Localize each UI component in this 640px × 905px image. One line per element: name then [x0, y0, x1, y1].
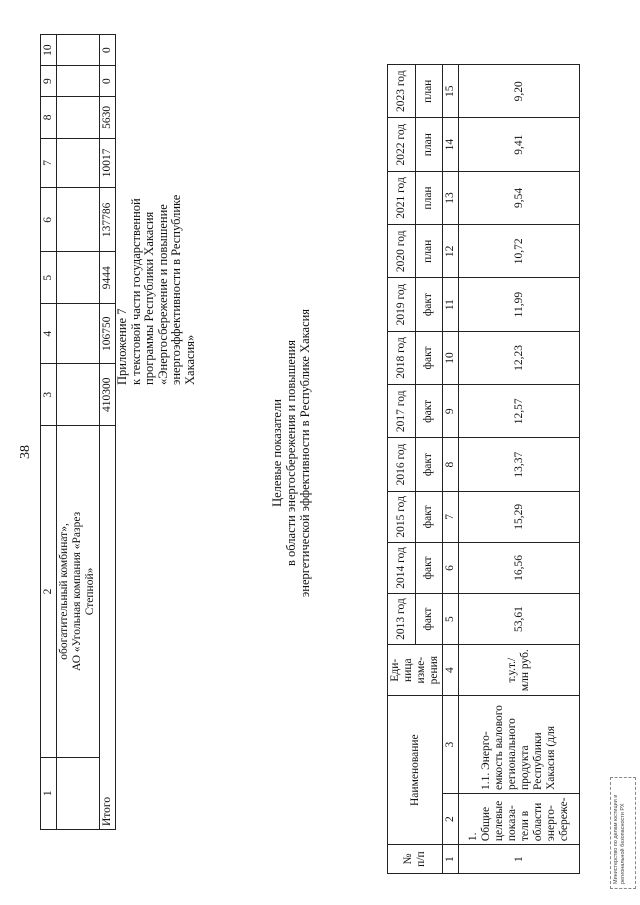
- empty-cell: [57, 138, 100, 188]
- title-line: Целевые показатели: [270, 399, 284, 507]
- year-header: 2023 год: [388, 65, 416, 118]
- header-cell: 5: [41, 252, 57, 304]
- year-header: 2015 год: [388, 491, 416, 542]
- value-cell: 9,41: [459, 118, 580, 171]
- column-number: 10: [443, 331, 459, 384]
- total-value: 10017: [100, 138, 116, 188]
- total-row: [100, 35, 116, 830]
- year-header: 2018 год: [388, 331, 416, 384]
- year-header: 2020 год: [388, 225, 416, 278]
- title-line: в области энергосбережения и повышения: [284, 339, 298, 567]
- status-header: план: [415, 171, 443, 224]
- header-cell: 1: [41, 757, 57, 829]
- indicator-name: 1.1. Энерго-емкость валового регионального продукта Республики Хакасия (для: [459, 696, 580, 794]
- company-name-line: АО «Угольная компания «Разрез: [71, 511, 83, 671]
- column-number: 1: [443, 845, 459, 874]
- total-value: 410300: [100, 364, 116, 426]
- status-header: факт: [415, 594, 443, 645]
- appendix-line: к текстовой части государственной: [128, 198, 143, 385]
- column-number: 12: [443, 225, 459, 278]
- empty-cell: [57, 35, 100, 66]
- value-cell: 11,99: [459, 278, 580, 331]
- total-value: 5630: [100, 97, 116, 138]
- header-row: [41, 35, 57, 830]
- status-header: факт: [415, 438, 443, 491]
- table-title: [270, 283, 312, 623]
- status-header: факт: [415, 491, 443, 542]
- year-header: 2014 год: [388, 542, 416, 593]
- year-header: 2021 год: [388, 171, 416, 224]
- appendix-note: [116, 145, 197, 385]
- column-number: 2: [443, 794, 459, 845]
- column-number: 5: [443, 594, 459, 645]
- column-number: 4: [443, 645, 459, 696]
- empty-cell: [57, 364, 100, 426]
- value-cell: 9,54: [459, 171, 580, 224]
- empty-cell: [57, 304, 100, 364]
- value-cell: 9,20: [459, 65, 580, 118]
- empty-cell: [57, 97, 100, 138]
- column-number-row: [443, 65, 459, 874]
- status-header: факт: [415, 278, 443, 331]
- target-indicators-table: [387, 64, 580, 874]
- header-cell: 10: [41, 35, 57, 66]
- total-value: 0: [100, 35, 116, 66]
- indicator-unit: т.у.т./ млн руб.: [459, 645, 580, 696]
- column-number: 15: [443, 65, 459, 118]
- status-header: план: [415, 65, 443, 118]
- header-cell: 9: [41, 66, 57, 97]
- status-header: факт: [415, 542, 443, 593]
- value-cell: 10,72: [459, 225, 580, 278]
- company-name-line: обогатительный комбинат»,: [58, 523, 70, 660]
- year-header: 2022 год: [388, 118, 416, 171]
- header-cell: 6: [41, 188, 57, 252]
- header-year-row: [388, 65, 416, 874]
- col-no-header: № п/п: [388, 845, 443, 874]
- column-number: 6: [443, 542, 459, 593]
- column-number: 8: [443, 438, 459, 491]
- appendix-line: Хакасия»: [182, 334, 197, 385]
- continued-table: [40, 34, 116, 830]
- column-number: 14: [443, 118, 459, 171]
- value-cell: 15,29: [459, 491, 580, 542]
- status-header: факт: [415, 331, 443, 384]
- page-number: 38: [18, 445, 33, 459]
- column-number: 3: [443, 696, 459, 794]
- header-cell: 4: [41, 304, 57, 364]
- company-row: [57, 35, 100, 830]
- year-header: 2017 год: [388, 385, 416, 438]
- header-cell: 8: [41, 97, 57, 138]
- empty-cell: [57, 188, 100, 252]
- value-cell: 12,23: [459, 331, 580, 384]
- row-number: 1: [459, 845, 580, 874]
- total-label: Итого: [100, 426, 116, 830]
- status-header: факт: [415, 385, 443, 438]
- column-number: 13: [443, 171, 459, 224]
- column-number: 7: [443, 491, 459, 542]
- value-cell: 12,57: [459, 385, 580, 438]
- registry-stamp: Министерство по делам юстиции и региональной безопасности РХ: [610, 777, 636, 889]
- indicator-group: 1. Общие целевые показа-тели в области энерго-сбереже-: [459, 794, 580, 845]
- empty-cell: [57, 252, 100, 304]
- appendix-line: энергоэффективности в Республике: [169, 194, 183, 385]
- column-number: 9: [443, 385, 459, 438]
- value-cell: 16,56: [459, 542, 580, 593]
- total-value: 106750: [100, 304, 116, 364]
- company-name-line: Степной»: [84, 567, 96, 616]
- total-value: 137786: [100, 188, 116, 252]
- header-cell: 2: [41, 426, 57, 757]
- header-cell: 7: [41, 138, 57, 188]
- appendix-line: программы Республики Хакасия: [142, 211, 156, 385]
- table-row: [459, 65, 580, 874]
- total-value: 0: [100, 66, 116, 97]
- status-header: план: [415, 225, 443, 278]
- year-header: 2019 год: [388, 278, 416, 331]
- header-cell: 3: [41, 364, 57, 426]
- appendix-line: Приложение 7: [115, 308, 129, 385]
- empty-cell: [57, 757, 100, 829]
- col-name-header: Наименование: [388, 696, 443, 845]
- appendix-line: «Энергосбережение и повышение: [155, 204, 170, 385]
- column-number: 11: [443, 278, 459, 331]
- value-cell: 53,61: [459, 594, 580, 645]
- col-unit-header: Еди-ница изме-рения: [388, 645, 443, 696]
- year-header: 2016 год: [388, 438, 416, 491]
- status-header: план: [415, 118, 443, 171]
- company-name-cell: [57, 426, 100, 757]
- title-line: энергетической эффективности в Республике Хакасия: [298, 308, 312, 598]
- value-cell: 13,37: [459, 438, 580, 491]
- empty-cell: [57, 66, 100, 97]
- total-value: 9444: [100, 252, 116, 304]
- year-header: 2013 год: [388, 594, 416, 645]
